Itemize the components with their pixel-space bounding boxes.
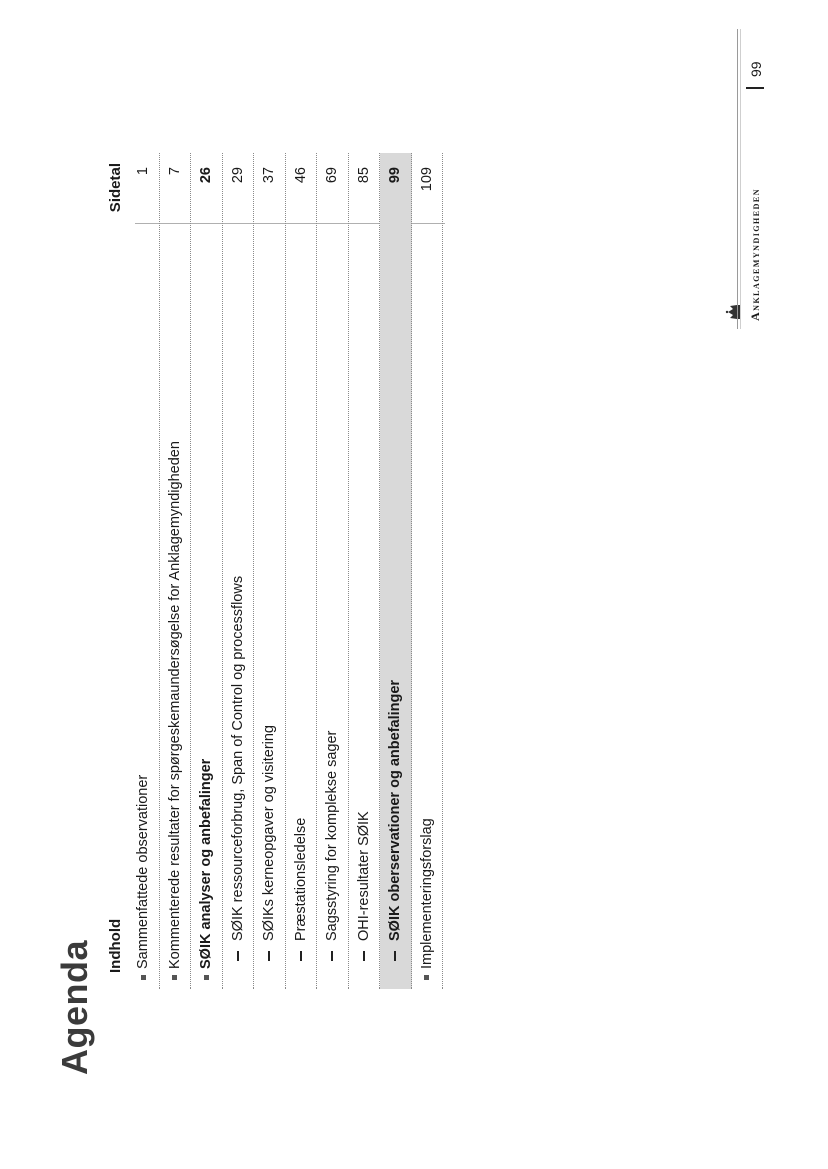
toc-item — [412, 153, 444, 989]
dash-icon — [317, 949, 347, 963]
table-of-contents — [128, 153, 443, 989]
toc-header-page: Sidetal — [107, 163, 124, 213]
toc-item-page: 46 — [292, 167, 309, 184]
dash-icon — [223, 949, 253, 963]
toc-subitem — [286, 153, 318, 989]
toc-item-page: 69 — [324, 167, 340, 184]
toc-item-page: 29 — [229, 167, 246, 184]
page-title: Agenda — [54, 939, 95, 1075]
toc-item-label: OHI-resultater SØIK — [355, 811, 372, 941]
toc-header-contents: Indhold — [107, 918, 124, 973]
footer-separator — [746, 87, 764, 89]
toc-item-label: SØIKs kerneopgaver og visitering — [261, 725, 277, 941]
dash-icon — [380, 949, 410, 963]
footer-divider — [737, 29, 738, 329]
dash-icon — [286, 949, 316, 963]
toc-item-label: SØIK oberservationer og anbefalinger — [387, 679, 403, 941]
toc-subitem — [317, 153, 349, 989]
toc-item-page: 26 — [198, 167, 214, 184]
dash-icon — [349, 949, 379, 963]
dash-icon — [254, 949, 284, 963]
toc-item-page: 7 — [166, 167, 183, 176]
toc-subitem — [223, 153, 255, 989]
toc-item-page: 37 — [261, 167, 277, 184]
toc-item — [191, 153, 223, 989]
toc-item-label: Sagsstyring for komplekse sager — [324, 730, 340, 941]
toc-item-label: SØIK ressourceforbrug, Span of Control og processflows — [229, 575, 246, 941]
footer-divider-light — [740, 29, 741, 329]
toc-subitem — [349, 153, 381, 989]
bullet-icon — [412, 971, 442, 985]
toc-item-label: Implementeringsforslag — [418, 818, 435, 969]
toc-item — [160, 153, 192, 989]
footer-page-number: 99 — [748, 61, 764, 77]
toc-item-page: 99 — [387, 167, 403, 184]
toc-item-page: 109 — [418, 167, 435, 192]
toc-item-label: SØIK analyser og anbefalinger — [198, 758, 214, 969]
organization-name: Anklagemyndigheden — [748, 187, 762, 321]
bullet-icon — [191, 971, 221, 985]
toc-subitem — [254, 153, 286, 989]
toc-subitem-current — [380, 153, 412, 989]
page-footer — [746, 21, 776, 321]
toc-item-label: Kommenterede resultater for spørgeskemaundersøgelse for Anklagemyndigheden — [166, 441, 183, 969]
toc-item-page: 85 — [355, 167, 372, 184]
toc-item-label: Præstationsledelse — [292, 817, 309, 941]
toc-item — [128, 153, 160, 989]
toc-item-page: 1 — [135, 167, 151, 176]
toc-item-label: Sammenfattede observationer — [135, 774, 151, 969]
bullet-icon — [160, 971, 190, 985]
toc-header — [100, 153, 128, 973]
bullet-icon — [128, 971, 158, 985]
crown-logo-icon — [724, 303, 742, 321]
